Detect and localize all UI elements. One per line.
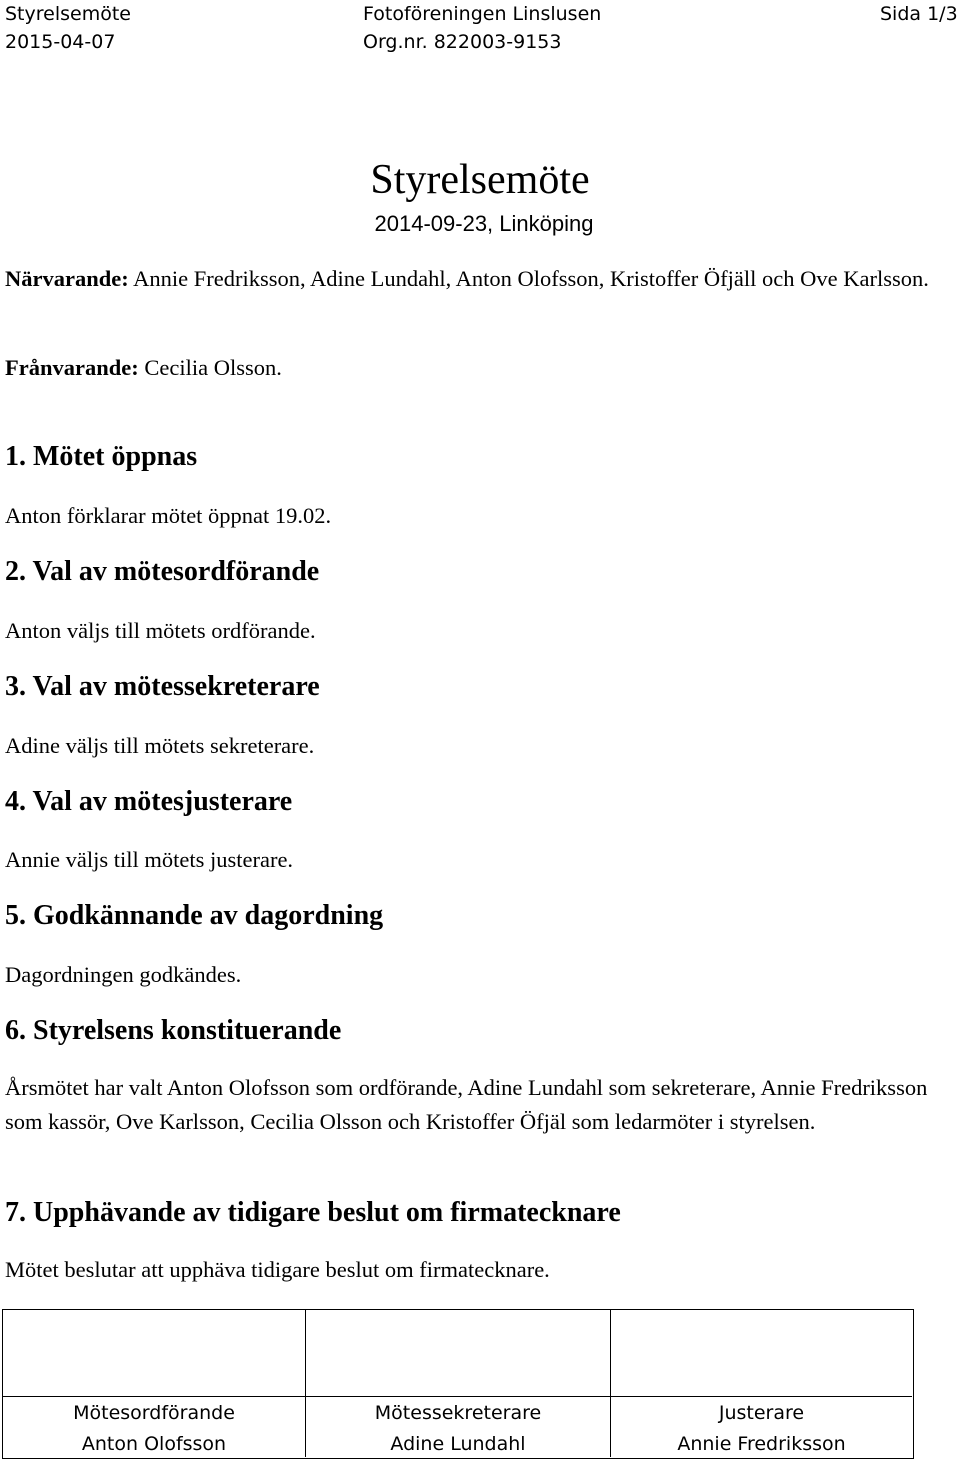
signature-cell-chair bbox=[3, 1310, 306, 1457]
signature-name: Adine Lundahl bbox=[390, 1433, 526, 1455]
item-4-heading: 4. Val av mötesjusterare bbox=[5, 786, 293, 817]
item-6-text: Årsmötet har valt Anton Olofsson som ordförande, Adine Lundahl som sekreterare, Annie Fredriksson som kassör, Ove Karlsson, Cecilia Olsson och Kristoffer Öfjäl som ledarmöter i styrelsen. bbox=[5, 1075, 928, 1134]
item-5-text: Dagordningen godkändes. bbox=[5, 962, 242, 987]
document-subtitle: 2014-09-23, Linköping bbox=[374, 211, 594, 236]
item-1-heading: 1. Mötet öppnas bbox=[5, 441, 198, 472]
header-org-name: Fotoföreningen Linslusen bbox=[363, 3, 602, 25]
item-7-text: Mötet beslutar att upphäva tidigare beslut om firmatecknare. bbox=[5, 1257, 550, 1282]
header-page-number: Sida 1/3 bbox=[880, 3, 958, 25]
signature-name: Annie Fredriksson bbox=[677, 1433, 846, 1455]
present-label: Närvarande: bbox=[5, 266, 129, 291]
signature-line bbox=[306, 1396, 610, 1397]
header-doc-date: 2015-04-07 bbox=[5, 31, 116, 53]
item-5-heading: 5. Godkännande av dagordning bbox=[5, 900, 384, 931]
absent-paragraph bbox=[5, 351, 955, 385]
present-paragraph bbox=[5, 262, 955, 296]
absent-label: Frånvarande: bbox=[5, 355, 139, 380]
signature-cell-adjuster bbox=[611, 1310, 912, 1457]
item-3-text: Adine väljs till mötets sekreterare. bbox=[5, 733, 315, 758]
signature-line bbox=[611, 1396, 912, 1397]
document-title: Styrelsemöte bbox=[370, 157, 590, 203]
signature-role: Mötessekreterare bbox=[374, 1402, 542, 1424]
present-names: Annie Fredriksson, Adine Lundahl, Anton Olofsson, Kristoffer Öfjäll och Ove Karlsson. bbox=[128, 266, 929, 291]
signature-role: Mötesordförande bbox=[73, 1402, 235, 1424]
signature-line bbox=[3, 1396, 305, 1397]
signature-name: Anton Olofsson bbox=[81, 1433, 227, 1455]
signature-role: Justerare bbox=[718, 1402, 805, 1424]
item-6-heading: 6. Styrelsens konstituerande bbox=[5, 1015, 342, 1046]
header-org-number: Org.nr. 822003-9153 bbox=[363, 31, 562, 53]
item-2-text: Anton väljs till mötets ordförande. bbox=[5, 618, 316, 643]
signature-table bbox=[2, 1309, 914, 1459]
item-1-text: Anton förklarar mötet öppnat 19.02. bbox=[5, 503, 332, 528]
signature-cell-secretary bbox=[306, 1310, 611, 1457]
item-2-heading: 2. Val av mötesordförande bbox=[5, 556, 320, 587]
item-7-heading: 7. Upphävande av tidigare beslut om firmatecknare bbox=[5, 1197, 621, 1228]
item-4-text: Annie väljs till mötets justerare. bbox=[5, 847, 294, 872]
header-doc-name: Styrelsemöte bbox=[5, 3, 131, 25]
item-3-heading: 3. Val av mötessekreterare bbox=[5, 671, 320, 702]
absent-names: Cecilia Olsson. bbox=[138, 355, 282, 380]
